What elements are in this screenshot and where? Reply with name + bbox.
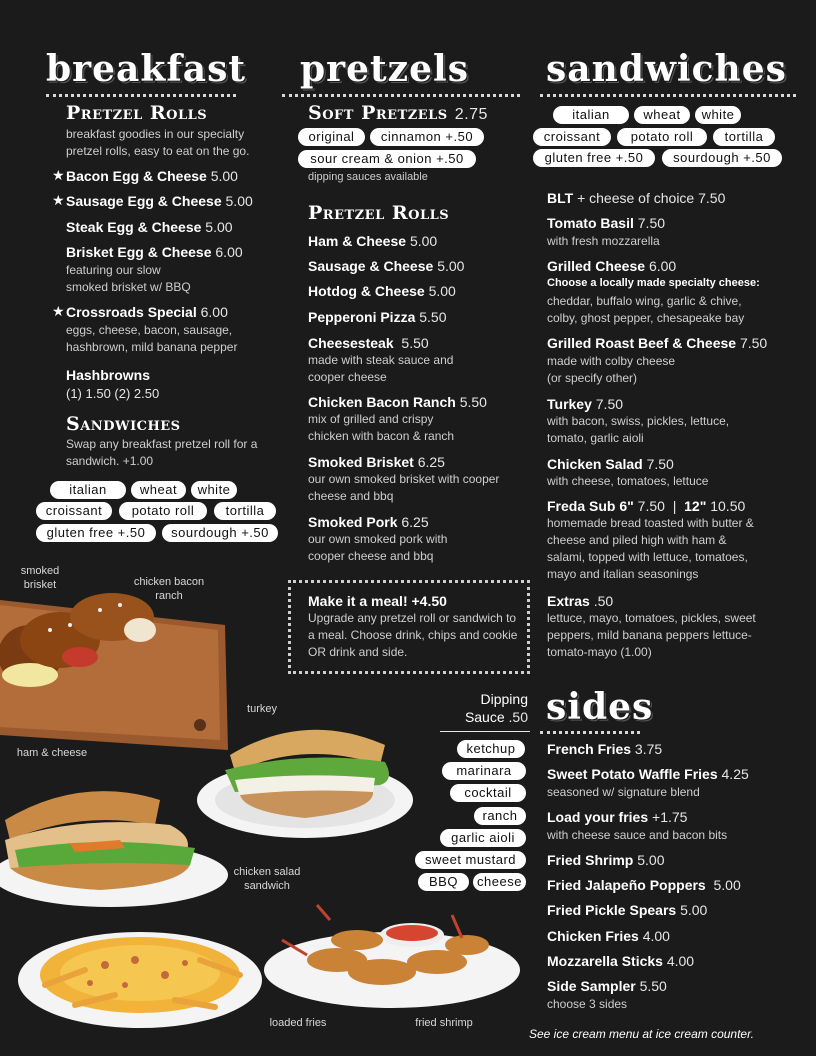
menu-item-smoked-pork: Smoked Pork 6.25: [308, 514, 429, 530]
sides-heading: sides: [546, 686, 654, 728]
hashbrowns-price: (1) 1.50 (2) 2.50: [66, 386, 160, 401]
side-item-sweet-potato-fries: Sweet Potato Waffle Fries 4.25: [547, 766, 749, 782]
menu-item-sausage-egg-cheese: Sausage Egg & Cheese 5.00: [66, 193, 253, 209]
menu-item-steak-egg-cheese: Steak Egg & Cheese 5.00: [66, 219, 233, 235]
menu-item-blt: BLT + cheese of choice 7.50: [547, 190, 726, 206]
pretzels-divider: [282, 94, 520, 97]
menu-item-bacon-egg-cheese: Bacon Egg & Cheese 5.00: [66, 168, 238, 184]
chicken-salad-photo: [0, 780, 235, 910]
bread-pill: tortilla: [713, 128, 775, 146]
caption-turkey: turkey: [247, 703, 277, 715]
item-desc: eggs, cheese, bacon, sausage, hashbrown, mild banana pepper: [66, 323, 238, 354]
item-desc: lettuce, mayo, tomatoes, pickles, sweet peppers, mild banana peppers lettuce-tomato-mayo (1.00): [547, 611, 756, 659]
side-item-side-sampler: Side Sampler 5.50: [547, 978, 667, 994]
menu-item-pepperoni-pizza: Pepperoni Pizza 5.50: [308, 309, 447, 325]
bread-pill: croissant: [533, 128, 611, 146]
item-desc: with bacon, swiss, pickles, lettuce, tomato, garlic aioli: [547, 414, 730, 445]
dipping-divider: [440, 731, 530, 732]
sauce-pill: BBQ: [418, 873, 469, 891]
sauce-pill: garlic aioli: [440, 829, 526, 847]
item-desc: our own smoked brisket with cooper cheese and bbq: [308, 472, 500, 503]
star-icon: ★: [52, 192, 65, 208]
bread-pill: wheat: [634, 106, 690, 124]
bread-pill: white: [695, 106, 741, 124]
fried-shrimp-photo: [262, 900, 522, 1010]
item-desc: cheddar, buffalo wing, garlic & chive, colby, ghost pepper, chesapeake bay: [547, 294, 745, 325]
breakfast-rolls-desc: breakfast goodies in our specialty pretzel rolls, easy to eat on the go.: [66, 127, 250, 158]
bread-pill: potato roll: [119, 502, 207, 520]
pretzels-heading: pretzels: [300, 48, 469, 90]
breakfast-heading: breakfast: [46, 48, 247, 90]
soft-pretzels-heading: Soft Pretzels 2.75: [308, 102, 488, 124]
menu-item-chicken-salad: Chicken Salad 7.50: [547, 456, 674, 472]
item-desc: with fresh mozzarella: [547, 234, 660, 248]
sides-divider: [540, 731, 640, 734]
sauce-pill: marinara: [442, 762, 526, 780]
sandwiches-heading: sandwiches: [546, 48, 787, 90]
item-desc: featuring our slow smoked brisket w/ BBQ: [66, 263, 191, 294]
sauce-pill: cocktail: [450, 784, 526, 802]
menu-item-smoked-brisket: Smoked Brisket 6.25: [308, 454, 445, 470]
caption-chicken-salad: chicken salad sandwich: [233, 866, 301, 892]
menu-item-grilled-cheese: Grilled Cheese 6.00: [547, 258, 677, 274]
grilled-cheese-note: Choose a locally made specialty cheese:: [547, 277, 760, 289]
star-icon: ★: [52, 303, 65, 319]
menu-item-ham-cheese: Ham & Cheese 5.00: [308, 233, 438, 249]
item-desc: made with steak sauce and cooper cheese: [308, 353, 454, 384]
side-item-fried-shrimp: Fried Shrimp 5.00: [547, 852, 665, 868]
bread-pill: potato roll: [617, 128, 707, 146]
menu-item-turkey: Turkey 7.50: [547, 396, 624, 412]
item-desc: made with colby cheese (or specify other): [547, 354, 676, 385]
bread-pill: sourdough +.50: [662, 149, 782, 167]
item-desc: choose 3 sides: [547, 997, 628, 1011]
menu-item-cheesesteak: Cheesesteak 5.50: [308, 335, 429, 351]
side-item-load-fries: Load your fries +1.75: [547, 809, 688, 825]
breakfast-divider: [46, 94, 236, 97]
meal-desc: Upgrade any pretzel roll or sandwich to a meal. Choose drink, chips and cookie OR drink and side.: [308, 611, 518, 659]
side-item-chicken-fries: Chicken Fries 4.00: [547, 928, 670, 944]
sandwiches-divider: [540, 94, 796, 97]
menu-item-grilled-roast-beef: Grilled Roast Beef & Cheese 7.50: [547, 335, 768, 351]
bread-pill: tortilla: [214, 502, 276, 520]
caption-loaded-fries: loaded fries: [269, 1017, 327, 1029]
side-item-pickle-spears: Fried Pickle Spears 5.00: [547, 902, 708, 918]
pretzel-rolls-heading: Pretzel Rolls: [308, 202, 450, 224]
menu-item-sausage-cheese: Sausage & Cheese 5.00: [308, 258, 465, 274]
caption-smoked-brisket: smoked brisket: [20, 565, 60, 591]
breakfast-sandwiches-desc: Swap any breakfast pretzel roll for a sandwich. +1.00: [66, 437, 258, 468]
menu-item-brisket-egg-cheese: Brisket Egg & Cheese 6.00: [66, 244, 243, 260]
menu-item-crossroads-special: Crossroads Special 6.00: [66, 304, 228, 320]
flavor-pill: original: [298, 128, 365, 146]
menu-item-chicken-bacon-ranch: Chicken Bacon Ranch 5.50: [308, 394, 487, 410]
breakfast-rolls-heading: Pretzel Rolls: [66, 102, 208, 124]
item-desc: mix of grilled and crispy chicken with bacon & ranch: [308, 412, 455, 443]
sauce-pill: sweet mustard: [415, 851, 526, 869]
side-item-jalapeno-poppers: Fried Jalapeño Poppers 5.00: [547, 877, 741, 893]
breakfast-sandwiches-heading: Sandwiches: [66, 413, 181, 435]
footer-note: See ice cream menu at ice cream counter.: [529, 1027, 754, 1041]
sauce-pill: cheese: [473, 873, 526, 891]
bread-pill: gluten free +.50: [533, 149, 655, 167]
sauce-pill: ketchup: [457, 740, 525, 758]
menu-item-extras: Extras .50: [547, 593, 614, 609]
menu-item-hashbrowns: Hashbrowns: [66, 367, 151, 383]
star-icon: ★: [52, 167, 65, 183]
dipping-note: dipping sauces available: [308, 171, 428, 183]
item-desc: with cheese, tomatoes, lettuce: [547, 474, 709, 488]
flavor-pill: sour cream & onion +.50: [298, 150, 476, 168]
loaded-fries-photo: [15, 915, 265, 1030]
caption-fried-shrimp: fried shrimp: [415, 1017, 473, 1029]
bread-pill: sourdough +.50: [162, 524, 278, 542]
bread-pill: white: [191, 481, 237, 499]
bread-pill: wheat: [131, 481, 186, 499]
caption-chicken-bacon-ranch: chicken bacon ranch: [133, 576, 205, 602]
bread-pill: croissant: [36, 502, 112, 520]
bread-pill: italian: [50, 481, 126, 499]
side-item-french-fries: French Fries 3.75: [547, 741, 663, 757]
flavor-pill: cinnamon +.50: [370, 128, 484, 146]
menu-item-freda-sub: Freda Sub 6" 7.50 | 12" 10.50: [547, 498, 746, 514]
sauce-pill: ranch: [474, 807, 526, 825]
caption-ham-cheese: ham & cheese: [16, 747, 88, 759]
bread-pill: italian: [553, 106, 629, 124]
bread-pill: gluten free +.50: [36, 524, 156, 542]
item-desc: homemade bread toasted with butter & cheese and piled high with ham & salami, topped with lettuce, tomatoes, mayo and italian seasonings: [547, 516, 754, 581]
side-item-mozzarella-sticks: Mozzarella Sticks 4.00: [547, 953, 695, 969]
item-desc: with cheese sauce and bacon bits: [547, 828, 728, 842]
menu-item-hotdog-cheese: Hotdog & Cheese 5.00: [308, 283, 456, 299]
dipping-sauce-label: Dipping Sauce .50: [464, 691, 528, 725]
meal-title: Make it a meal! +4.50: [308, 593, 447, 609]
item-desc: seasoned w/ signature blend: [547, 785, 700, 799]
menu-item-tomato-basil: Tomato Basil 7.50: [547, 215, 666, 231]
item-desc: our own smoked pork with cooper cheese and bbq: [308, 532, 448, 563]
